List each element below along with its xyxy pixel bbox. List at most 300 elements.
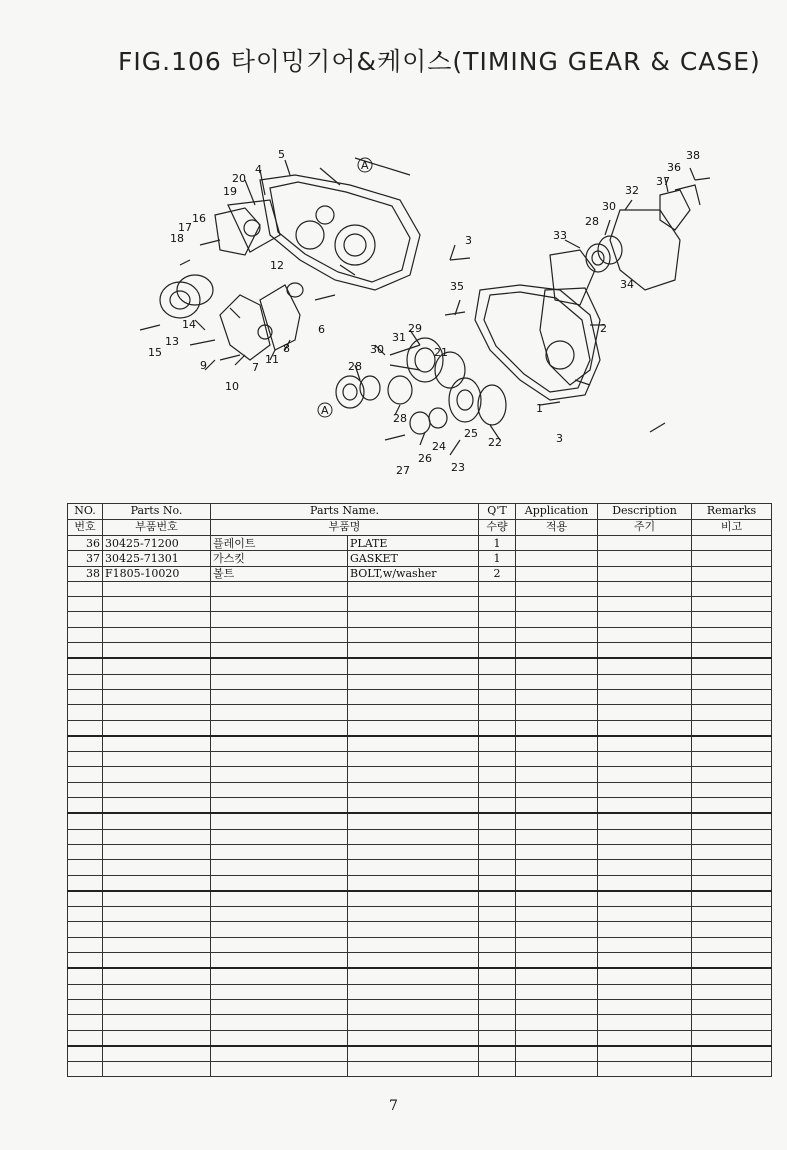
header-description: Description (598, 504, 692, 520)
empty-cell (211, 984, 348, 999)
empty-cell (479, 984, 516, 999)
empty-cell (103, 813, 211, 829)
empty-cell (692, 844, 772, 859)
empty-cell (348, 767, 479, 782)
empty-cell (598, 813, 692, 829)
empty-cell (211, 937, 348, 952)
empty-cell (479, 597, 516, 612)
empty-cell (692, 643, 772, 659)
empty-cell (211, 736, 348, 752)
empty-cell (68, 597, 103, 612)
empty-cell (692, 689, 772, 704)
empty-cell (68, 891, 103, 907)
empty-cell (68, 1015, 103, 1030)
empty-cell (598, 968, 692, 984)
empty-cell (479, 829, 516, 844)
empty-cell (479, 782, 516, 797)
empty-cell (598, 1030, 692, 1046)
svg-text:6: 6 (318, 323, 325, 336)
empty-cell (348, 844, 479, 859)
header-description-ko: 주기 (598, 520, 692, 536)
header-remarks: Remarks (692, 504, 772, 520)
empty-cell (348, 627, 479, 642)
svg-text:37: 37 (656, 175, 670, 188)
table-row-empty (68, 829, 772, 844)
empty-cell (692, 875, 772, 891)
empty-cell (692, 937, 772, 952)
cell-qty: 2 (479, 566, 516, 581)
empty-cell (348, 674, 479, 689)
empty-cell (103, 597, 211, 612)
empty-cell (103, 891, 211, 907)
table-row-empty (68, 875, 772, 891)
empty-cell (598, 953, 692, 969)
empty-cell (68, 689, 103, 704)
empty-cell (479, 705, 516, 720)
header-application: Application (516, 504, 598, 520)
empty-cell (516, 612, 598, 627)
empty-cell (479, 612, 516, 627)
empty-cell (516, 767, 598, 782)
empty-cell (692, 720, 772, 736)
exploded-parts-diagram (120, 140, 720, 485)
table-header-row (68, 504, 772, 520)
empty-cell (516, 813, 598, 829)
empty-cell (516, 860, 598, 875)
empty-cell (692, 767, 772, 782)
svg-text:38: 38 (686, 149, 700, 162)
empty-cell (103, 875, 211, 891)
cell-no: 37 (68, 551, 103, 566)
empty-cell (211, 891, 348, 907)
page-number: 7 (389, 1098, 398, 1114)
empty-cell (692, 798, 772, 814)
svg-text:36: 36 (667, 161, 681, 174)
svg-text:27: 27 (396, 464, 410, 477)
empty-cell (516, 736, 598, 752)
table-row-empty (68, 767, 772, 782)
empty-cell (692, 891, 772, 907)
cell-application (516, 536, 598, 551)
empty-cell (479, 907, 516, 922)
empty-cell (348, 984, 479, 999)
empty-cell (68, 705, 103, 720)
empty-cell (68, 752, 103, 767)
empty-cell (211, 999, 348, 1014)
table-header-row-korean (68, 520, 772, 536)
svg-text:14: 14 (182, 318, 196, 331)
empty-cell (516, 891, 598, 907)
empty-cell (211, 612, 348, 627)
svg-text:19: 19 (223, 185, 237, 198)
svg-text:7: 7 (252, 361, 259, 374)
empty-cell (516, 984, 598, 999)
table-row-empty (68, 813, 772, 829)
empty-cell (598, 844, 692, 859)
empty-cell (516, 705, 598, 720)
svg-text:11: 11 (265, 353, 279, 366)
cell-name-en: BOLT,w/washer (348, 566, 479, 581)
empty-cell (68, 627, 103, 642)
empty-cell (692, 674, 772, 689)
table-row-empty (68, 736, 772, 752)
table-row-empty (68, 627, 772, 642)
svg-text:35: 35 (450, 280, 464, 293)
table-row-empty (68, 937, 772, 952)
empty-cell (103, 1046, 211, 1062)
cell-description (598, 566, 692, 581)
empty-cell (211, 922, 348, 937)
cell-application (516, 551, 598, 566)
empty-cell (348, 736, 479, 752)
empty-cell (211, 1030, 348, 1046)
empty-cell (103, 612, 211, 627)
cell-name-ko: 가스킷 (211, 551, 348, 566)
empty-cell (211, 674, 348, 689)
empty-cell (516, 643, 598, 659)
empty-cell (479, 860, 516, 875)
empty-cell (598, 798, 692, 814)
table-row-empty (68, 1030, 772, 1046)
empty-cell (598, 875, 692, 891)
parts-table (67, 503, 772, 1077)
header-application-ko: 적용 (516, 520, 598, 536)
empty-cell (211, 627, 348, 642)
empty-cell (103, 1015, 211, 1030)
svg-text:13: 13 (165, 335, 179, 348)
empty-cell (479, 813, 516, 829)
empty-cell (692, 752, 772, 767)
empty-cell (348, 782, 479, 797)
empty-cell (68, 953, 103, 969)
table-row-empty (68, 658, 772, 674)
empty-cell (479, 999, 516, 1014)
empty-cell (516, 627, 598, 642)
empty-cell (348, 922, 479, 937)
empty-cell (348, 860, 479, 875)
cell-no: 38 (68, 566, 103, 581)
empty-cell (598, 627, 692, 642)
table-row-empty (68, 643, 772, 659)
empty-cell (479, 953, 516, 969)
svg-text:4: 4 (255, 163, 262, 176)
empty-cell (211, 1015, 348, 1030)
empty-cell (103, 705, 211, 720)
header-no: NO. (68, 504, 103, 520)
svg-text:21: 21 (434, 346, 448, 359)
empty-cell (103, 860, 211, 875)
empty-cell (598, 1062, 692, 1077)
empty-cell (692, 658, 772, 674)
empty-cell (692, 1015, 772, 1030)
table-row-empty (68, 1015, 772, 1030)
empty-cell (103, 658, 211, 674)
svg-text:31: 31 (392, 331, 406, 344)
empty-cell (103, 844, 211, 859)
svg-text:10: 10 (225, 380, 239, 393)
empty-cell (68, 612, 103, 627)
ref-mark-a-top: A (361, 159, 369, 172)
empty-cell (211, 767, 348, 782)
empty-cell (103, 736, 211, 752)
svg-text:16: 16 (192, 212, 206, 225)
callout-numbers (148, 148, 700, 477)
empty-cell (516, 798, 598, 814)
table-row-empty (68, 798, 772, 814)
empty-cell (598, 937, 692, 952)
header-part-no-ko: 부품번호 (103, 520, 211, 536)
empty-cell (598, 829, 692, 844)
empty-cell (598, 581, 692, 596)
table-row-empty (68, 752, 772, 767)
svg-text:28: 28 (348, 360, 362, 373)
empty-cell (516, 597, 598, 612)
empty-cell (598, 907, 692, 922)
empty-cell (348, 999, 479, 1014)
ref-mark-a-bottom: A (321, 404, 329, 417)
empty-cell (103, 752, 211, 767)
empty-cell (211, 968, 348, 984)
svg-text:24: 24 (432, 440, 446, 453)
empty-cell (516, 875, 598, 891)
empty-cell (516, 689, 598, 704)
table-row (68, 566, 772, 581)
cell-part-no: 30425-71301 (103, 551, 211, 566)
empty-cell (103, 720, 211, 736)
cell-part-no: 30425-71200 (103, 536, 211, 551)
empty-cell (348, 689, 479, 704)
svg-text:20: 20 (232, 172, 246, 185)
empty-cell (348, 813, 479, 829)
table-row-empty (68, 860, 772, 875)
header-remarks-ko: 비고 (692, 520, 772, 536)
header-part-no: Parts No. (103, 504, 211, 520)
cell-remarks (692, 536, 772, 551)
cell-name-ko: 플레이트 (211, 536, 348, 551)
empty-cell (692, 953, 772, 969)
empty-cell (692, 581, 772, 596)
empty-cell (692, 1046, 772, 1062)
empty-cell (103, 581, 211, 596)
empty-cell (692, 612, 772, 627)
empty-cell (479, 1015, 516, 1030)
svg-text:34: 34 (620, 278, 634, 291)
empty-cell (103, 782, 211, 797)
empty-cell (348, 581, 479, 596)
header-part-name: Parts Name. (211, 504, 479, 520)
empty-cell (348, 829, 479, 844)
empty-cell (516, 907, 598, 922)
table-row-empty (68, 1046, 772, 1062)
empty-cell (68, 1030, 103, 1046)
empty-cell (68, 643, 103, 659)
empty-cell (211, 720, 348, 736)
empty-cell (348, 597, 479, 612)
empty-cell (211, 907, 348, 922)
empty-cell (598, 612, 692, 627)
empty-cell (692, 1062, 772, 1077)
empty-cell (479, 720, 516, 736)
empty-cell (598, 689, 692, 704)
svg-text:30: 30 (602, 200, 616, 213)
empty-cell (68, 736, 103, 752)
cell-remarks (692, 551, 772, 566)
table-row-empty (68, 720, 772, 736)
empty-cell (68, 813, 103, 829)
table-row-empty (68, 705, 772, 720)
empty-cell (692, 829, 772, 844)
empty-cell (516, 752, 598, 767)
cell-qty: 1 (479, 536, 516, 551)
svg-text:32: 32 (625, 184, 639, 197)
empty-cell (479, 937, 516, 952)
empty-cell (348, 752, 479, 767)
empty-cell (598, 1015, 692, 1030)
empty-cell (516, 581, 598, 596)
empty-cell (68, 581, 103, 596)
empty-cell (516, 922, 598, 937)
figure-title: FIG.106 타이밍기어&케이스(TIMING GEAR & CASE) (118, 47, 761, 76)
empty-cell (479, 1030, 516, 1046)
table-row-empty (68, 1062, 772, 1077)
empty-cell (348, 720, 479, 736)
svg-text:29: 29 (408, 322, 422, 335)
svg-text:23: 23 (451, 461, 465, 474)
empty-cell (598, 891, 692, 907)
empty-cell (479, 752, 516, 767)
empty-cell (103, 689, 211, 704)
empty-cell (103, 798, 211, 814)
empty-cell (68, 922, 103, 937)
empty-cell (479, 968, 516, 984)
cell-application (516, 566, 598, 581)
table-row-empty (68, 844, 772, 859)
empty-cell (68, 829, 103, 844)
empty-cell (692, 736, 772, 752)
empty-cell (692, 922, 772, 937)
empty-cell (68, 720, 103, 736)
svg-text:25: 25 (464, 427, 478, 440)
svg-text:1: 1 (536, 402, 543, 415)
empty-cell (103, 968, 211, 984)
svg-text:17: 17 (178, 221, 192, 234)
empty-cell (103, 1062, 211, 1077)
table-row-empty (68, 922, 772, 937)
empty-cell (516, 1015, 598, 1030)
empty-cell (692, 782, 772, 797)
empty-cell (68, 782, 103, 797)
svg-text:26: 26 (418, 452, 432, 465)
empty-cell (692, 907, 772, 922)
empty-cell (348, 937, 479, 952)
cell-remarks (692, 566, 772, 581)
empty-cell (103, 643, 211, 659)
empty-cell (103, 999, 211, 1014)
empty-cell (479, 922, 516, 937)
empty-cell (516, 1046, 598, 1062)
table-row-empty (68, 674, 772, 689)
empty-cell (211, 875, 348, 891)
table-row (68, 551, 772, 566)
empty-cell (479, 627, 516, 642)
empty-cell (479, 891, 516, 907)
svg-text:22: 22 (488, 436, 502, 449)
svg-text:5: 5 (278, 148, 285, 161)
empty-cell (211, 752, 348, 767)
cell-no: 36 (68, 536, 103, 551)
empty-cell (516, 658, 598, 674)
empty-cell (103, 767, 211, 782)
svg-text:2: 2 (600, 322, 607, 335)
empty-cell (598, 984, 692, 999)
empty-cell (68, 937, 103, 952)
empty-cell (348, 953, 479, 969)
svg-text:9: 9 (200, 359, 207, 372)
empty-cell (479, 798, 516, 814)
empty-cell (692, 627, 772, 642)
empty-cell (68, 907, 103, 922)
empty-cell (68, 674, 103, 689)
empty-cell (516, 968, 598, 984)
empty-cell (68, 1062, 103, 1077)
empty-cell (516, 720, 598, 736)
empty-cell (479, 643, 516, 659)
empty-cell (103, 984, 211, 999)
empty-cell (211, 813, 348, 829)
table-row-empty (68, 689, 772, 704)
svg-text:28: 28 (393, 412, 407, 425)
empty-cell (479, 736, 516, 752)
table-row-empty (68, 907, 772, 922)
empty-cell (68, 767, 103, 782)
table-row-empty (68, 782, 772, 797)
empty-cell (516, 1062, 598, 1077)
empty-cell (516, 1030, 598, 1046)
empty-cell (348, 798, 479, 814)
empty-cell (692, 597, 772, 612)
empty-cell (211, 860, 348, 875)
empty-cell (516, 953, 598, 969)
table-row-empty (68, 581, 772, 596)
empty-cell (692, 1030, 772, 1046)
empty-cell (68, 875, 103, 891)
table-row-empty (68, 968, 772, 984)
empty-cell (211, 643, 348, 659)
empty-cell (692, 860, 772, 875)
empty-cell (516, 844, 598, 859)
header-qty: Q'T (479, 504, 516, 520)
empty-cell (516, 782, 598, 797)
empty-cell (103, 937, 211, 952)
empty-cell (692, 705, 772, 720)
empty-cell (211, 689, 348, 704)
empty-cell (348, 968, 479, 984)
empty-cell (348, 1062, 479, 1077)
empty-cell (598, 1046, 692, 1062)
empty-cell (479, 689, 516, 704)
empty-cell (103, 1030, 211, 1046)
empty-cell (68, 999, 103, 1014)
header-qty-ko: 수량 (479, 520, 516, 536)
empty-cell (479, 581, 516, 596)
empty-cell (68, 798, 103, 814)
empty-cell (348, 1046, 479, 1062)
empty-cell (479, 767, 516, 782)
empty-cell (348, 875, 479, 891)
empty-cell (479, 674, 516, 689)
empty-cell (516, 937, 598, 952)
empty-cell (598, 705, 692, 720)
